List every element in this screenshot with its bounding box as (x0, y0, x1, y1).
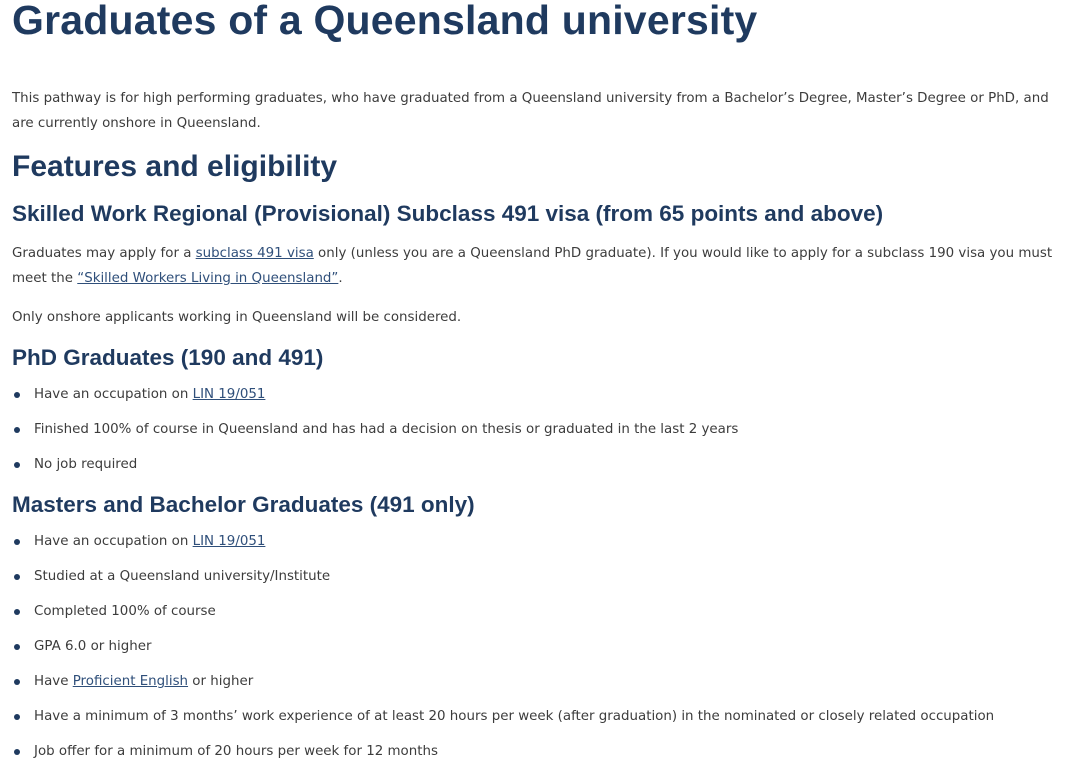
list-item-link[interactable]: LIN 19/051 (192, 534, 266, 549)
visa-491-text-prefix: Graduates may apply for a (12, 246, 196, 261)
page-title: Graduates of a Queensland university (12, 0, 758, 43)
bullet-icon (14, 462, 20, 468)
list-item-text: Have a minimum of 3 months’ work experience of at least 20 hours per week (after graduation) in the nominated or closely related occupation (34, 709, 995, 724)
masters-requirements-list (12, 532, 994, 777)
list-item-text: No job required (34, 457, 138, 472)
bullet-icon (14, 392, 20, 398)
list-item-text: Have an occupation on (34, 534, 193, 549)
list-item-text-suffix: or higher (188, 674, 254, 689)
list-item (12, 532, 994, 552)
list-item (12, 672, 994, 692)
list-item (12, 455, 738, 475)
list-item-link[interactable]: Proficient English (72, 674, 189, 689)
list-item-text: Have an occupation on (34, 387, 193, 402)
features-heading: Features and eligibility (12, 150, 338, 183)
onshore-paragraph: Only onshore applicants working in Queensland will be considered. (12, 310, 462, 325)
list-item (12, 420, 738, 440)
skilled-workers-living-in-queensland-link[interactable]: “Skilled Workers Living in Queensland” (77, 271, 339, 286)
intro-paragraph: This pathway is for high performing graduates, who have graduated from a Queensland university from a Bachelor’s Degree, Master’s Degree or PhD, and are currently onshore in Queensland. (12, 91, 1049, 131)
list-item (12, 602, 994, 622)
visa-491-heading: Skilled Work Regional (Provisional) Subclass 491 visa (from 65 points and above) (12, 201, 884, 226)
list-item-text: GPA 6.0 or higher (34, 639, 152, 654)
visa-491-paragraph (12, 241, 1068, 291)
list-item-link[interactable]: LIN 19/051 (192, 387, 266, 402)
list-item (12, 385, 738, 405)
list-item (12, 637, 994, 657)
bullet-icon (14, 427, 20, 433)
bullet-icon (14, 539, 20, 545)
visa-491-text-middle: only (unless you are a Queensland PhD graduate). If you would like to apply for a subclass 190 visa you must meet the (12, 246, 1053, 286)
list-item-text: Job offer for a minimum of 20 hours per week for 12 months (34, 744, 438, 759)
list-item-text: Have (34, 674, 73, 689)
bullet-icon (14, 714, 20, 720)
list-item (12, 742, 994, 762)
bullet-icon (14, 644, 20, 650)
bullet-icon (14, 749, 20, 755)
subclass-491-visa-link[interactable]: subclass 491 visa (195, 246, 314, 261)
list-item-text: Completed 100% of course (34, 604, 216, 619)
masters-heading: Masters and Bachelor Graduates (491 only) (12, 492, 475, 517)
phd-heading: PhD Graduates (190 and 491) (12, 345, 324, 370)
bullet-icon (14, 574, 20, 580)
phd-requirements-list (12, 385, 738, 490)
list-item-text: Studied at a Queensland university/Institute (34, 569, 331, 584)
bullet-icon (14, 679, 20, 685)
bullet-icon (14, 609, 20, 615)
list-item (12, 567, 994, 587)
visa-491-text-suffix: . (338, 271, 343, 286)
list-item (12, 707, 994, 727)
list-item-text: Finished 100% of course in Queensland and has had a decision on thesis or graduated in the last 2 years (34, 422, 739, 437)
